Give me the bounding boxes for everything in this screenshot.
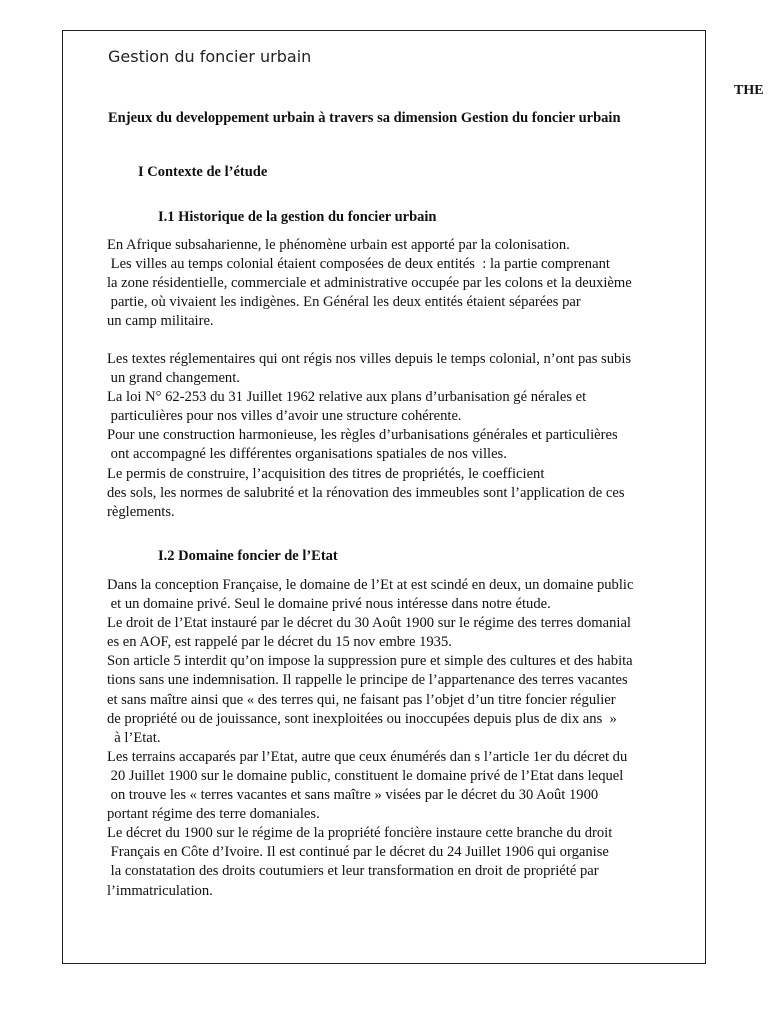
text-line: des sols, les normes de salubrité et la rénovation des immeubles sont l’application de ces bbox=[107, 484, 625, 501]
paragraph-historique-2 bbox=[107, 350, 701, 522]
section-heading: I Contexte de l’étude bbox=[138, 164, 268, 180]
text-line: on trouve les « terres vacantes et sans maître » visées par le décret du 30 Août 1900 bbox=[107, 787, 599, 804]
text-line: Les villes au temps colonial étaient composées de deux entités : la partie comprenant bbox=[107, 256, 610, 273]
text-line: Français en Côte d’Ivoire. Il est continué par le décret du 24 Juillet 1906 qui organise bbox=[107, 844, 609, 861]
text-line: un grand changement. bbox=[107, 370, 240, 387]
text-line: règlements. bbox=[107, 503, 175, 520]
text-line: et un domaine privé. Seul le domaine privé nous intéresse dans notre étude. bbox=[107, 596, 551, 613]
text-line: Dans la conception Française, le domaine de l’Et at est scindé en deux, un domaine public bbox=[107, 577, 634, 593]
paragraph-historique-1 bbox=[107, 236, 701, 331]
paragraph-domaine bbox=[107, 576, 701, 901]
cropped-side-text: THE bbox=[734, 83, 764, 98]
text-line: Les textes réglementaires qui ont régis nos villes depuis le temps colonial, n’ont pas subis bbox=[107, 351, 632, 367]
text-line: un camp militaire. bbox=[107, 313, 214, 330]
text-line: de propriété ou de jouissance, sont inexploitées ou inoccupées depuis plus de dix ans » bbox=[107, 710, 617, 727]
text-line: ont accompagné les différentes organisations spatiales de nos villes. bbox=[107, 446, 507, 463]
text-line: partie, où vivaient les indigènes. En Général les deux entités étaient séparées par bbox=[107, 294, 581, 311]
text-line: l’immatriculation. bbox=[107, 882, 213, 899]
text-line: Le permis de construire, l’acquisition des titres de propriétés, le coefficient bbox=[107, 465, 545, 482]
text-line: à l’Etat. bbox=[107, 729, 161, 746]
text-line: Les terrains accaparés par l’Etat, autre que ceux énumérés dan s l’article 1er du décret du bbox=[107, 748, 628, 765]
text-line: tions sans une indemnisation. Il rappelle le principe de l’appartenance des terres vacantes bbox=[107, 672, 628, 689]
text-line: 20 Juillet 1900 sur le domaine public, constituent le domaine privé de l’Etat dans lequel bbox=[107, 767, 624, 784]
text-line: portant régime des terre domaniales. bbox=[107, 806, 320, 823]
text-line: la zone résidentielle, commerciale et administrative occupée par les colons et la deuxième bbox=[107, 275, 632, 292]
text-line: La loi N° 62-253 du 31 Juillet 1962 relative aux plans d’urbanisation gé nérales et bbox=[107, 389, 587, 406]
text-line: particulières pour nos villes d’avoir une structure cohérente. bbox=[107, 408, 462, 425]
text-line: Pour une construction harmonieuse, les règles d’urbanisations générales et particulières bbox=[107, 427, 618, 444]
text-line: Le droit de l’Etat instauré par le décret du 30 Août 1900 sur le régime des terres domanial bbox=[107, 615, 631, 632]
text-line: es en AOF, est rappelé par le décret du 15 nov embre 1935. bbox=[107, 634, 452, 651]
subsection-heading-domaine: I.2 Domaine foncier de l’Etat bbox=[158, 548, 338, 564]
text-line: Son article 5 interdit qu’on impose la suppression pure et simple des cultures et des habita bbox=[107, 653, 633, 670]
document-main-title: Enjeux du developpement urbain à travers sa dimension Gestion du foncier urbain bbox=[108, 110, 621, 126]
subsection-heading-historique: I.1 Historique de la gestion du foncier urbain bbox=[158, 209, 437, 225]
text-line: la constatation des droits coutumiers et leur transformation en droit de propriété par bbox=[107, 863, 599, 880]
text-line: et sans maître ainsi que « des terres qui, ne faisant pas l’objet d’un titre foncier régulier bbox=[107, 691, 616, 708]
text-line: Le décret du 1900 sur le régime de la propriété foncière instaure cette branche du droit bbox=[107, 825, 613, 842]
page-header-title: Gestion du foncier urbain bbox=[108, 47, 312, 66]
text-line: En Afrique subsaharienne, le phénomène urbain est apporté par la colonisation. bbox=[107, 237, 570, 253]
